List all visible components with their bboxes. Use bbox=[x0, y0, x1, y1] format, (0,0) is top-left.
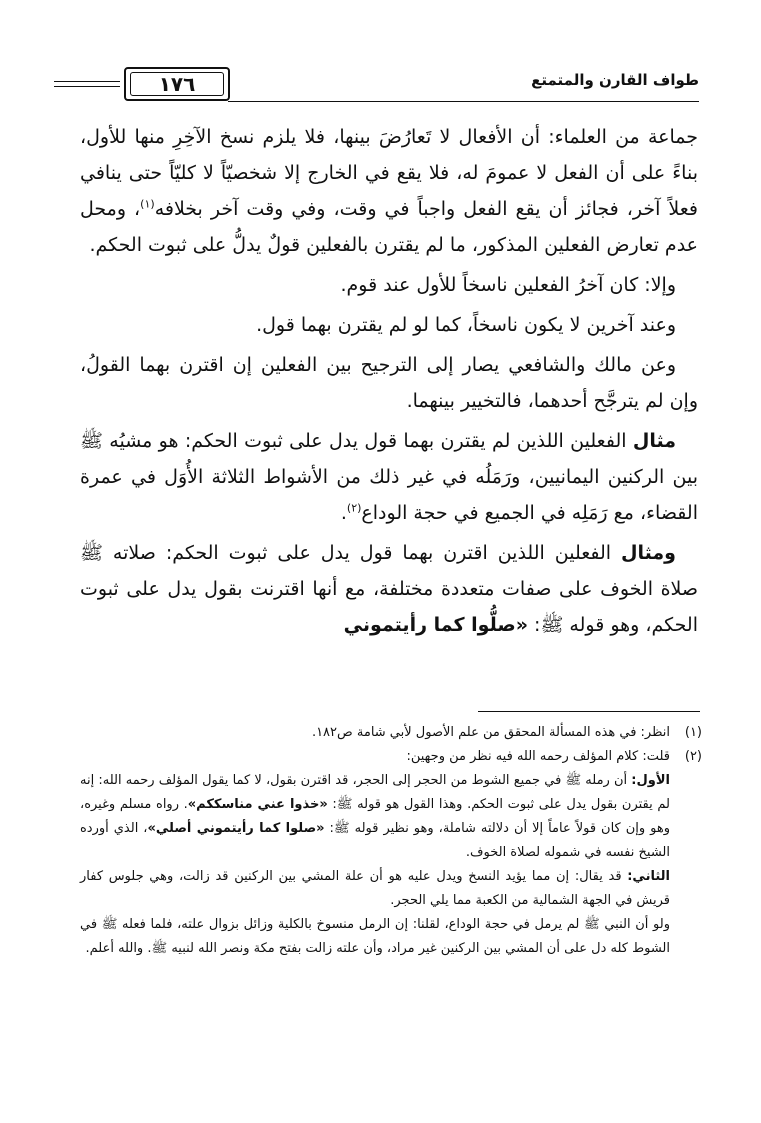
paragraph-text: ، ومحل عدم تعارض الفعلين المذكور، ما لم يقترن بالفعلين قولٌ يدلُّ على ثبوت الحكم. bbox=[80, 198, 698, 256]
paragraph-lead: ومثال bbox=[621, 542, 676, 564]
footnote-ref: (١) bbox=[140, 197, 155, 211]
hadith-quote: «صلوا كما رأيتموني أصلي» bbox=[147, 821, 325, 836]
page-header bbox=[54, 63, 699, 107]
paragraph: وإلا: كان آخرُ الفعلين ناسخاً للأول عند قوم. bbox=[340, 274, 676, 296]
hadith-quote: «خذوا عني مناسككم» bbox=[187, 797, 328, 812]
footnote-paragraph bbox=[80, 865, 670, 913]
footnote-lead: الأول: bbox=[631, 773, 670, 788]
footnote-text: انظر: في هذه المسألة المحقق من علم الأصول لأبي شامة ص١٨٢. bbox=[311, 725, 670, 740]
footnote-text: قد يقال: إن مما يؤيد النسخ ويدل عليه هو أن علة المشي بين الركنين قد زالت، وهي جلوس كفار قريش في الجهة الشمالية من الكعبة مما يلي الحجر. bbox=[80, 869, 670, 908]
paragraph-lead: مثال bbox=[632, 430, 676, 452]
header-rule bbox=[54, 81, 120, 82]
paragraph: وعن مالك والشافعي يصار إلى الترجيح بين الفعلين إن اقترن بهما القولُ، وإن لم يترجَّح أحدهما، فالتخيير بينهما. bbox=[80, 354, 698, 412]
paragraph-text: جماعة من العلماء: أن الأفعال لا تَعارُضَ بينها، فلا يلزم نسخ الآخِرِ منها للأول، بناءً على أن الفعل لا عمومَ له، فلا يقع في الخارج إلا شخصيّاً لا كليّاً حتى ينافي فعلاً آخر، فجائز أن يقع الفعل واجباً في وقت، وفي وقت آخر بخلافه bbox=[80, 126, 698, 220]
paragraph-text: . bbox=[340, 502, 347, 524]
footnote-separator bbox=[478, 711, 700, 712]
footnote bbox=[80, 721, 702, 745]
footnote-lead: الثاني: bbox=[627, 869, 670, 884]
footnote-ref: (٢) bbox=[346, 501, 362, 515]
page-number: ١٧٦ bbox=[130, 72, 224, 96]
footnote-body bbox=[80, 745, 670, 961]
footnote-text: ، الذي أورده الشيخ نفسه في شموله لصلاة الخوف. bbox=[80, 821, 670, 860]
footnotes bbox=[80, 721, 702, 961]
footnote-text: أن رمله ﷺ في جميع الشوط من الحجر إلى الحجر، قد اقترن بقول، لا كما يقول المؤلف رحمه الله: إنه لم يقترن بقول يدل على ثبوت الحكم. وهذا القول هو قوله ﷺ: bbox=[80, 773, 671, 812]
hadith-quote: «صلُّوا كما رأيتموني bbox=[343, 614, 528, 636]
footnote-text: قلت: كلام المؤلف رحمه الله فيه نظر من وجهين: bbox=[406, 749, 670, 764]
footnote-number: (١) bbox=[684, 725, 702, 740]
header-rule bbox=[54, 86, 120, 87]
paragraph bbox=[80, 119, 698, 263]
paragraph bbox=[80, 535, 698, 643]
footnote-paragraph: ولو أن النبي ﷺ لم يرمل في حجة الوداع، لقلنا: إن الرمل منسوخ بالكلية وزائل بزوال علته، فلما فعله ﷺ في الشوط كله دل على أن المشي بين الركنين غير مراد، وأن علته زالت بفتح مكة ونصر الله لنبيه ﷺ. والله أعلم. bbox=[80, 917, 670, 956]
header-underline bbox=[228, 101, 699, 102]
footnote-paragraph bbox=[80, 769, 670, 865]
page-number-frame bbox=[124, 67, 230, 101]
main-text bbox=[80, 119, 698, 647]
paragraph: وعند آخرين لا يكون ناسخاً، كما لو لم يقترن بهما قول. bbox=[256, 314, 676, 336]
footnote-number: (٢) bbox=[684, 749, 702, 764]
paragraph-text: الفعلين اللذين اقترن بهما قول يدل على ثبوت الحكم: صلاته ﷺ صلاة الخوف على صفات متعددة مختلفة، مع أنها اقترنت بقول يدل على ثبوت الحكم، وهو قوله ﷺ: bbox=[80, 542, 698, 636]
footnote-text: . رواه مسلم وغيره، وهو وإن كان قولاً عاماً إلا أن دلالته شاملة، وهو نظير قوله ﷺ: bbox=[80, 797, 670, 836]
paragraph bbox=[80, 423, 698, 531]
running-title: طواف القارن والمتمتع bbox=[531, 71, 699, 89]
footnote bbox=[80, 745, 702, 961]
paragraph-text: الفعلين اللذين لم يقترن بهما قول يدل على ثبوت الحكم: هو مشيُه ﷺ بين الركنين اليمانيين، ورَمَلُه في غير ذلك من الأشواط الثلاثة الأُوَل في عمرة القضاء، مع رَمَلِه في الجميع في حجة الوداع bbox=[80, 430, 698, 524]
